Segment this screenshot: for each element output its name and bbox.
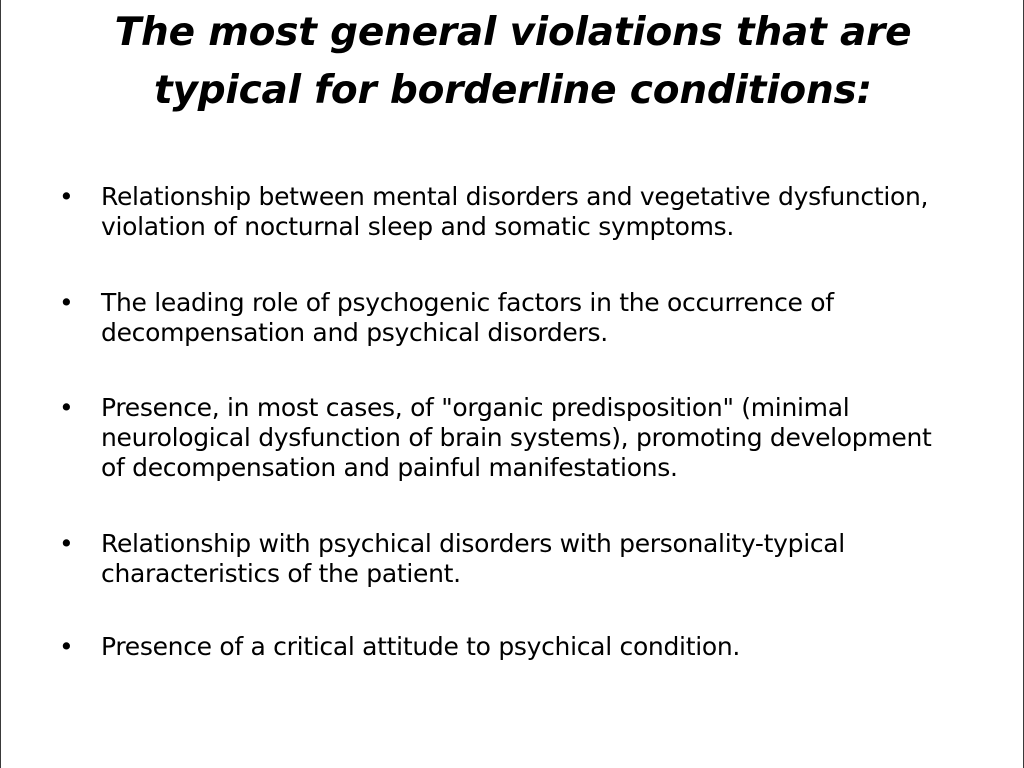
bullet-text-line: Relationship between mental disorders and vegetative dysfunction, [101, 182, 929, 211]
bullet-text [101, 393, 981, 483]
bullet-dot-icon: • [59, 393, 74, 422]
bullet-dot-icon: • [59, 288, 74, 317]
slide-title-line-1: The most general violations that are [114, 10, 912, 55]
bullet-text-line: neurological dysfunction of brain systems), promoting development [101, 423, 932, 452]
bullet-dot-icon: • [59, 632, 74, 661]
bullet-text [101, 288, 981, 348]
bullet-text [101, 529, 981, 589]
bullet-text-line: The leading role of psychogenic factors in the occurrence of [101, 288, 834, 317]
bullet-dot-icon: • [59, 182, 74, 211]
bullet-text-line: Presence, in most cases, of "organic predisposition" (minimal [101, 393, 850, 422]
slide-title-line-2: typical for borderline conditions: [154, 68, 872, 113]
bullet-text-line: Relationship with psychical disorders with personality-typical [101, 529, 845, 558]
slide-title [21, 4, 1005, 120]
bullet-text [101, 182, 981, 242]
bullet-text-line: violation of nocturnal sleep and somatic symptoms. [101, 212, 735, 241]
bullet-text-line: decompensation and psychical disorders. [101, 318, 608, 347]
bullet-text-line: Presence of a critical attitude to psychical condition. [101, 632, 741, 661]
bullet-text [101, 632, 981, 662]
bullet-text-line: of decompensation and painful manifestations. [101, 453, 678, 482]
bullet-dot-icon: • [59, 529, 74, 558]
bullet-text-line: characteristics of the patient. [101, 559, 461, 588]
